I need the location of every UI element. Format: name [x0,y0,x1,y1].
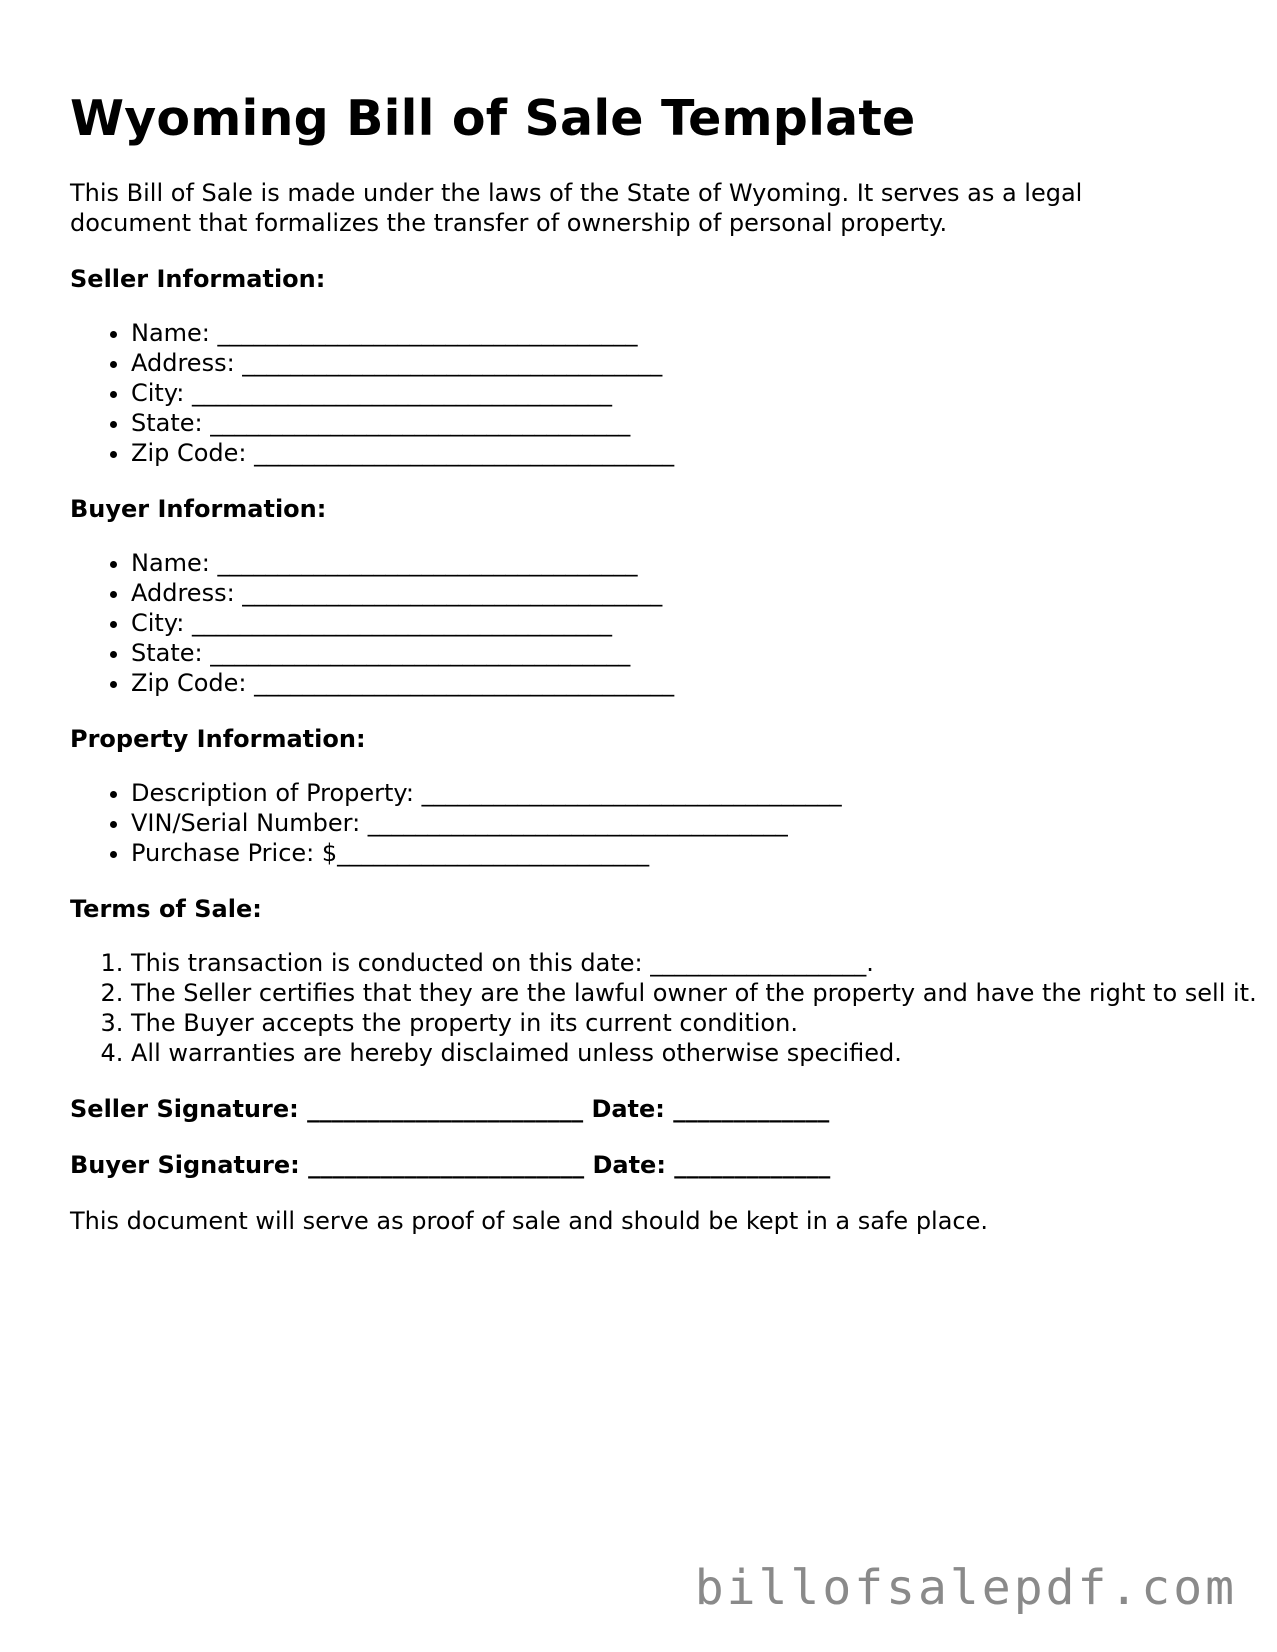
term-item: 2. The Seller certifies that they are the lawful owner of the property and have the right to sell it. [131,978,1261,1008]
buyer-zip-field: • Zip Code: ___________________________________ [131,668,1220,698]
buyer-address-field: • Address: ___________________________________ [131,578,1220,608]
buyer-city-field: • City: ___________________________________ [131,608,1220,638]
term-item: 3. The Buyer accepts the property in its current condition. [131,1008,1261,1038]
closing-statement: This document will serve as proof of sale and should be kept in a safe place. [70,1207,989,1235]
buyer-name-field: • Name: ___________________________________ [131,548,1220,578]
intro-paragraph: This Bill of Sale is made under the laws of the State of Wyoming. It serves as a legal document that formalizes the transfer of ownership of personal property. [70,179,1083,237]
buyer-state-field: • State: ___________________________________ [131,638,1220,668]
term-item: 4. All warranties are hereby disclaimed unless otherwise specified. [131,1038,1261,1068]
seller-city-field: • City: ___________________________________ [131,378,1220,408]
document-page [70,0,1257,1236]
terms-heading: Terms of Sale: [70,895,262,923]
terms-list [70,948,1261,1068]
seller-zip-field: • Zip Code: ___________________________________ [131,438,1220,468]
property-fields-list [70,778,1220,868]
property-description-field: • Description of Property: ___________________________________ [131,778,1220,808]
property-price-field: • Purchase Price: $__________________________ [131,838,1220,868]
document-title: Wyoming Bill of Sale Template [70,90,916,147]
term-item: 1. This transaction is conducted on this date: __________________. [131,948,1261,978]
buyer-fields-list [70,548,1220,698]
buyer-signature-line: Buyer Signature: _______________________ Date: _____________ [70,1151,831,1179]
seller-signature-line: Seller Signature: _______________________ Date: _____________ [70,1095,830,1123]
seller-fields-list [70,318,1220,468]
seller-name-field: • Name: ___________________________________ [131,318,1220,348]
seller-state-field: • State: ___________________________________ [131,408,1220,438]
property-vin-field: • VIN/Serial Number: ___________________________________ [131,808,1220,838]
site-watermark: billofsalepdf.com [694,1560,1237,1616]
buyer-heading: Buyer Information: [70,495,327,523]
seller-heading: Seller Information: [70,265,326,293]
property-heading: Property Information: [70,725,366,753]
seller-address-field: • Address: ___________________________________ [131,348,1220,378]
